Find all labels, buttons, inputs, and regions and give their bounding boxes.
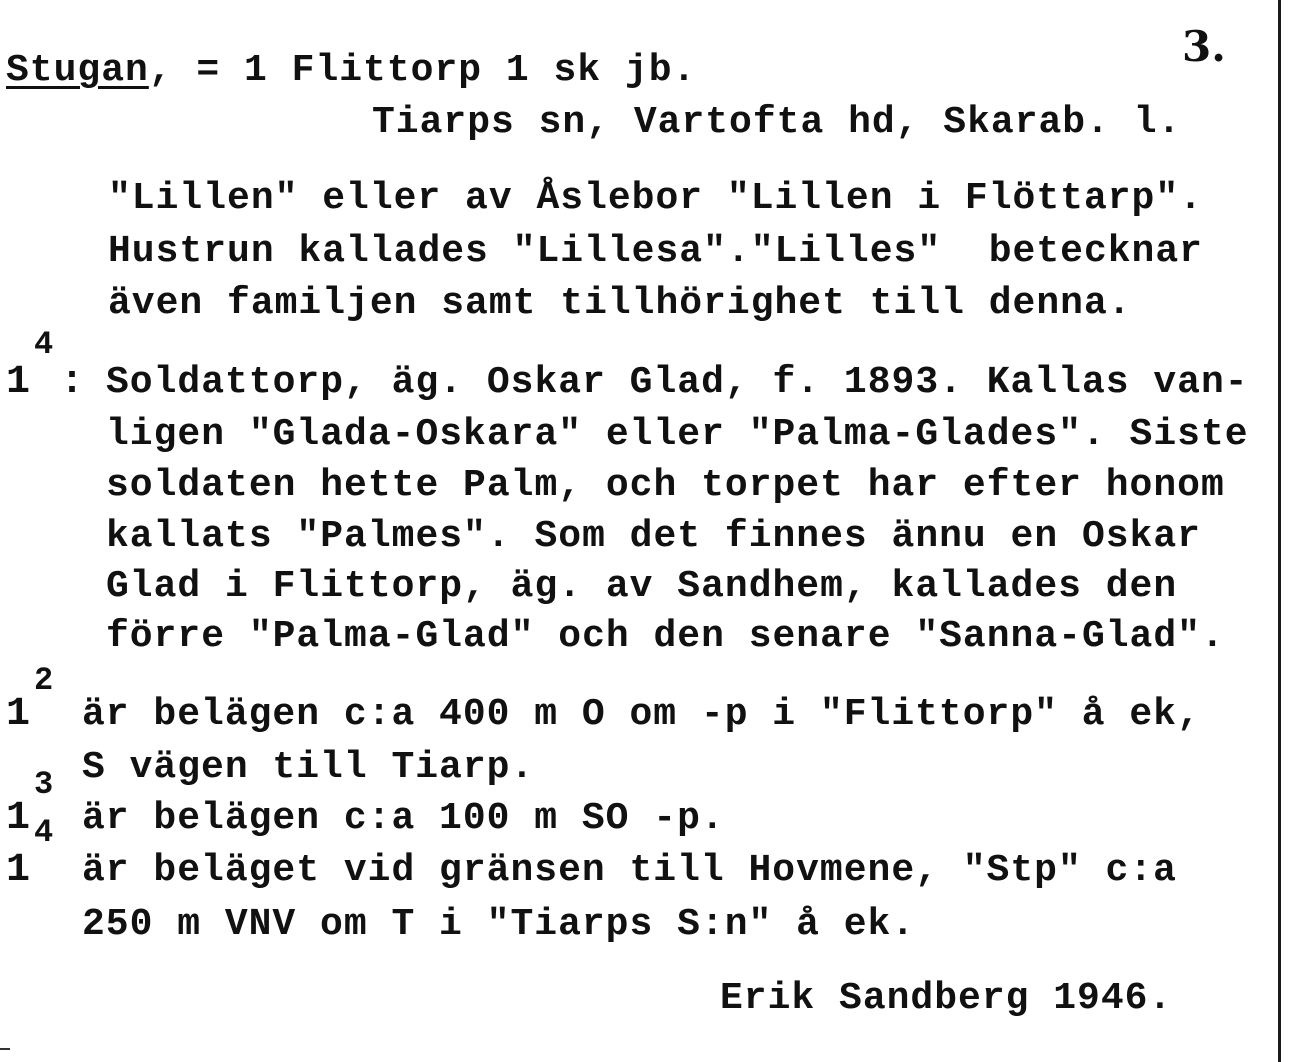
entry-line: ligen "Glada-Oskara" eller "Palma-Glades". Siste [106,413,1249,456]
card-title: Stugan [6,49,149,92]
intro-line-3: även familjen samt tillhörighet till denna. [108,282,1132,325]
entry-label: 1 [6,360,31,405]
entry-line: Soldattorp, äg. Oskar Glad, f. 1893. Kallas van- [106,361,1249,404]
location-line: Tiarps sn, Vartofta hd, Skarab. l. [372,101,1182,144]
entry-line: soldaten hette Palm, och torpet har efter honom [106,464,1225,507]
card-title-rest: , = 1 Flittorp 1 sk jb. [148,49,697,92]
signature: Erik Sandberg 1946. [720,977,1173,1020]
entry-label-colon: : [60,360,85,405]
entry-label: 1 [6,848,31,893]
entry-label-sup: 2 [34,662,54,699]
entry-line: kallats "Palmes". Som det finnes ännu en Oskar [106,515,1201,558]
entry-label: 1 [6,796,31,841]
intro-line-1: "Lillen" eller av Åslebor "Lillen i Flöttarp". [108,177,1203,220]
entry-label-sup: 3 [34,766,54,803]
page-number: 3. [1182,22,1226,71]
entry-label-sup: 4 [34,326,54,363]
entry-line: är beläget vid gränsen till Hovmene, "Stp" c:a [82,849,1177,892]
header-line [6,48,696,94]
intro-line-2: Hustrun kallades "Lillesa"."Lilles" betecknar [108,230,1203,273]
entry-line: är belägen c:a 100 m SO -p. [82,797,725,840]
card-bottom-mark [0,1048,10,1050]
entry-label: 1 [6,692,31,737]
entry-label-sup: 4 [34,814,54,851]
card-right-edge [1278,0,1281,1062]
entry-line: S vägen till Tiarp. [82,746,535,789]
entry-line: 250 m VNV om T i "Tiarps S:n" å ek. [82,903,916,946]
entry-line: Glad i Flittorp, äg. av Sandhem, kallades den [106,565,1178,608]
entry-line: är belägen c:a 400 m O om -p i "Flittorp" å ek, [82,693,1201,736]
entry-line: förre "Palma-Glad" och den senare "Sanna-Glad". [106,615,1225,658]
